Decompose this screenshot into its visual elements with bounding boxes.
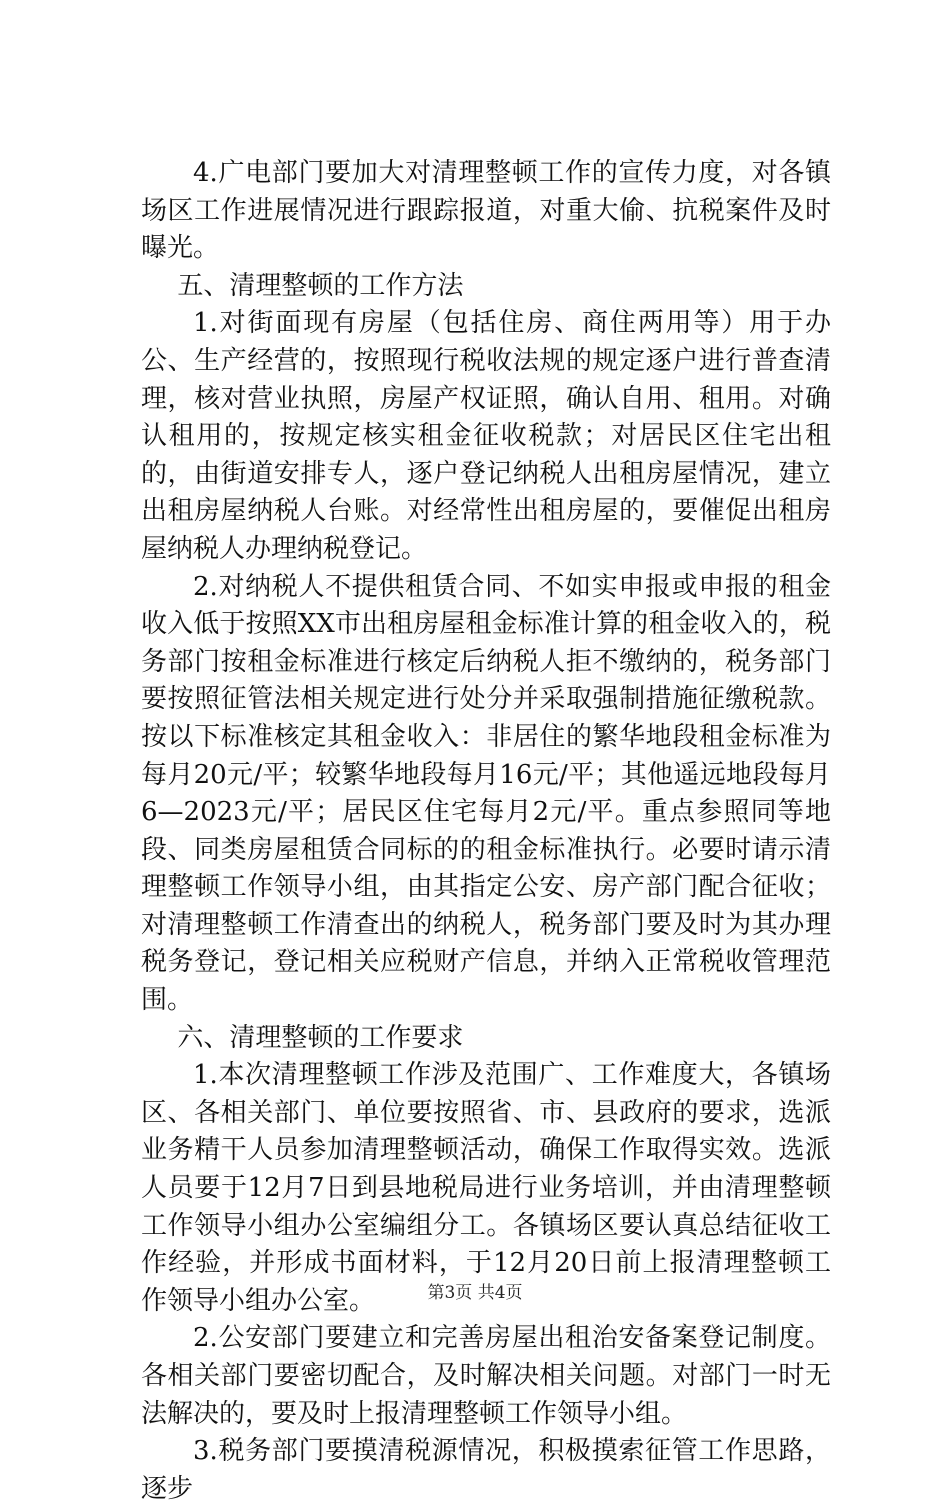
paragraph-broadcast-publicity: 4.广电部门要加大对清理整顿工作的宣传力度，对各镇场区工作进展情况进行跟踪报道，对重大偷、抗税案件及时曝光。 — [141, 158, 831, 264]
page-number-footer: 第3页 共4页 — [427, 1283, 523, 1303]
paragraph-requirement-1: 1.本次清理整顿工作涉及范围广、工作难度大，各镇场区、各相关部门、单位要按照省、市、县政府的要求，选派业务精干人员参加清理整顿活动，确保工作取得实效。选派人员要于12月7日到县地税局进行业务培训，并由清理整顿工作领导小组办公室编组分工。各镇场区要认真总结征收工作经验，并形成书面材料，于12月20日前上报清理整顿工作领导小组办公室。 — [141, 1060, 831, 1316]
paragraph-method-2: 2.对纳税人不提供租赁合同、不如实申报或申报的租金收入低于按照XX市出租房屋租金标准计算的租金收入的，税务部门按租金标准进行核定后纳税人拒不缴纳的，税务部门要按照征管法相关规定进行处分并采取强制措施征缴税款。按以下标准核定其租金收入：非居住的繁华地段租金标准为每月20元/平；较繁华地段每月16元/平；其他遥远地段每月6—2023元/平；居民区住宅每月2元/平。重点参照同等地段、同类房屋租赁合同标的的租金标准执行。必要时请示清理整顿工作领导小组，由其指定公安、房产部门配合征收；对清理整顿工作清查出的纳税人，税务部门要及时为其办理税务登记，登记相关应税财产信息，并纳入正常税收管理范围。 — [141, 571, 831, 1016]
paragraph-requirement-3: 3.税务部门要摸清税源情况，积极摸索征管工作思路，逐步 — [141, 1436, 831, 1504]
section-heading-methods: 五、清理整顿的工作方法 — [177, 270, 464, 301]
document-body — [141, 155, 831, 1508]
paragraph-requirement-2: 2.公安部门要建立和完善房屋出租治安备案登记制度。各相关部门要密切配合，及时解决相关问题。对部门一时无法解决的，要及时上报清理整顿工作领导小组。 — [141, 1323, 831, 1429]
paragraph-method-1: 1.对街面现有房屋（包括住房、商住两用等）用于办公、生产经营的，按照现行税收法规的规定逐户进行普查清理，核对营业执照，房屋产权证照，确认自用、租用。对确认租用的，按规定核实租金征收税款；对居民区住宅出租的，由街道安排专人，逐户登记纳税人出租房屋情况，建立出租房屋纳税人台账。对经常性出租房屋的，要催促出租房屋纳税人办理纳税登记。 — [141, 308, 831, 564]
section-heading-requirements: 六、清理整顿的工作要求 — [177, 1022, 464, 1053]
